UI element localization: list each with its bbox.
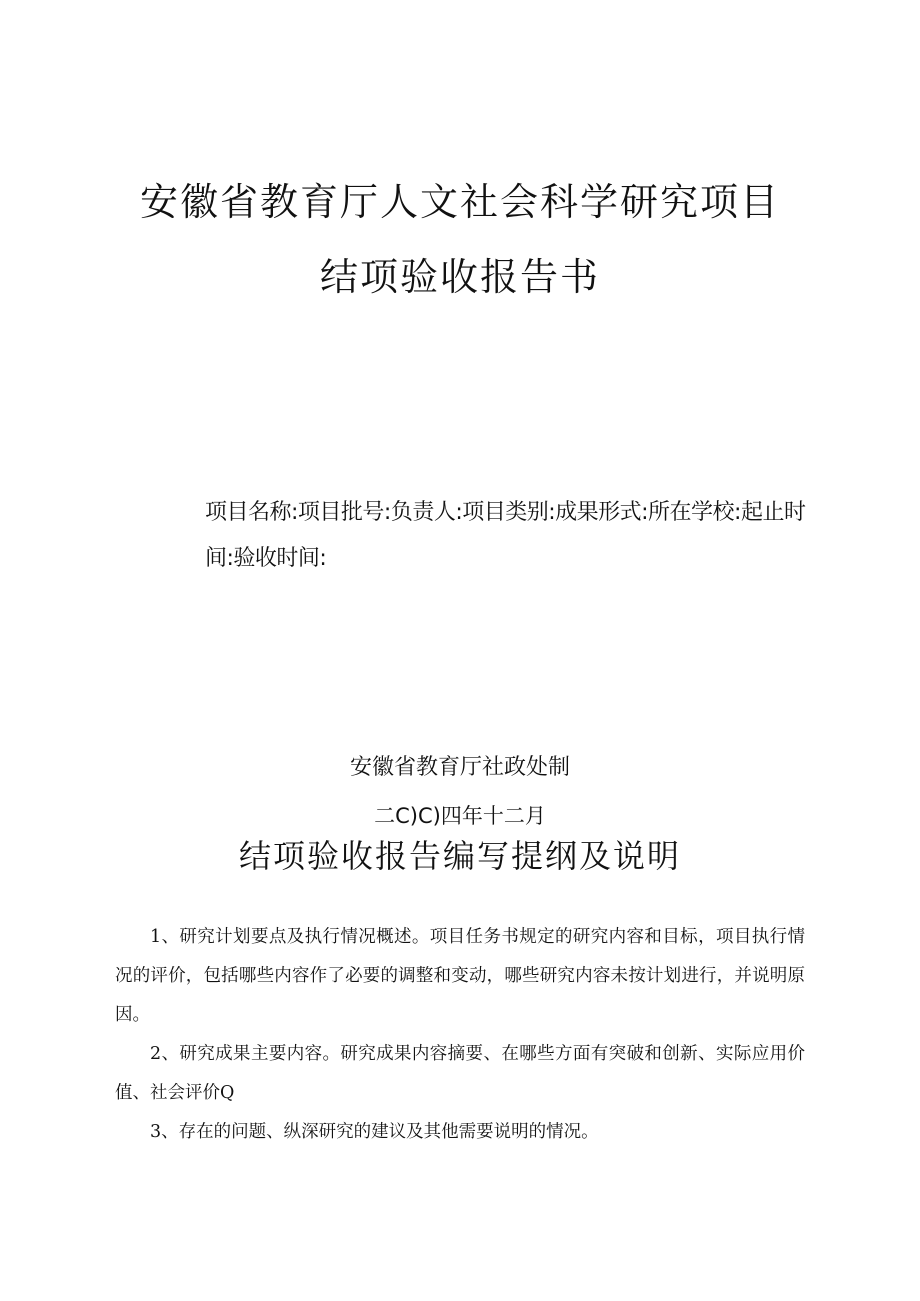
- outline-title: 结项验收报告编写提纲及说明: [238, 837, 681, 875]
- outline-item: 1、研究计划要点及执行情况概述。项目任务书规定的研究内容和目标，项目执行情况的评价，包括哪些内容作了必要的调整和变动，哪些研究内容未按计划进行，并说明原因。: [115, 927, 805, 1025]
- outline-item: 3、存在的问题、纵深研究的建议及其他需要说明的情况。: [150, 1122, 599, 1142]
- project-info-fields: 项目名称:项目批号:负责人:项目类别:成果形式:所在学校:起止时间:验收时间:: [205, 500, 806, 571]
- issue-date: 二C)C)四年十二月: [374, 804, 546, 828]
- outline-item: 2、研究成果主要内容。研究成果内容摘要、在哪些方面有突破和创新、实际应用价值、社会评价Q: [115, 1044, 805, 1103]
- document-title: 安徽省教育厅人文社会科学研究项目: [139, 180, 780, 224]
- publisher: 安徽省教育厅社政处制: [349, 755, 570, 780]
- outline-body: [115, 918, 805, 1152]
- document-subtitle: 结项验收报告书: [319, 255, 600, 299]
